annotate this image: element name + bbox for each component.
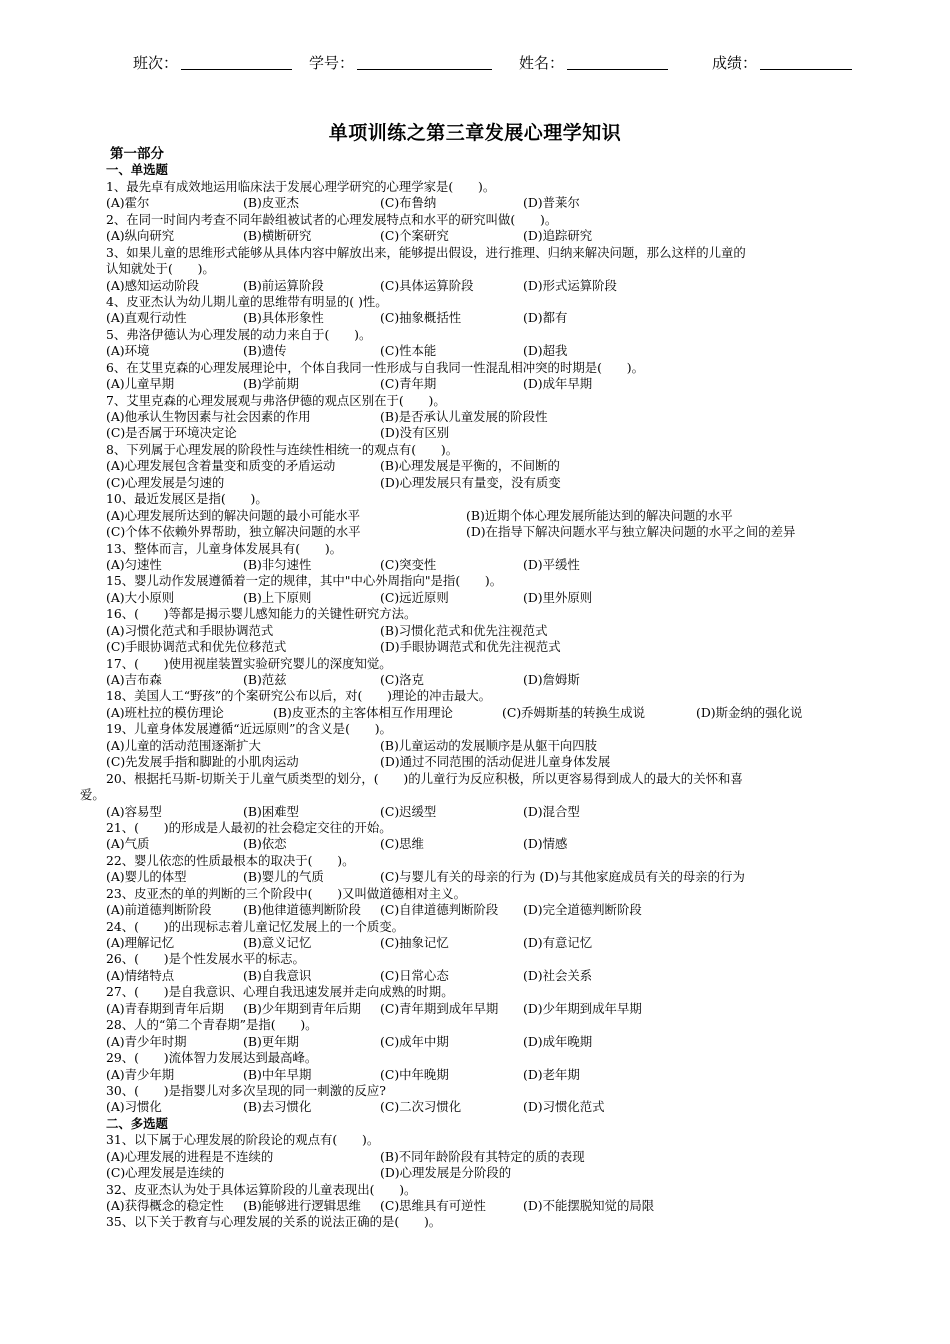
question-text: 18、美国人工“野孩”的个案研究公布以后，对( )理论的冲击最大。 xyxy=(106,688,492,704)
option-text: (A)情绪特点 xyxy=(106,967,175,983)
option-text: (A)他承认生物因素与社会因素的作用 xyxy=(106,409,311,424)
option-text: (C)是否属于环境决定论 xyxy=(106,425,237,441)
part-heading: 第一部分 xyxy=(110,146,164,162)
option-text: (B)是否承认儿童发展的阶段性 xyxy=(380,409,548,424)
options-row xyxy=(0,1001,950,1017)
option-text: (D)成年早期 xyxy=(523,376,593,392)
question-text: 6、在艾里克森的心理发展理论中，个体自我同一性形成与自我同一性混乱相冲突的时期是( )。 xyxy=(106,359,644,375)
option-text: (D)追踪研究 xyxy=(523,228,593,244)
option-text: (A)心理发展的进程是不连续的 xyxy=(106,1148,274,1164)
question-text: 10、最近发展区是指( )。 xyxy=(106,491,268,507)
options-row xyxy=(0,672,950,688)
question-text: 28、人的“第二个青春期”是指( )。 xyxy=(106,1017,318,1033)
options-row xyxy=(0,804,950,820)
question-text: 4、皮亚杰认为幼儿期儿童的思维带有明显的( )性。 xyxy=(106,293,388,309)
option-text: (C)与婴儿有关的母亲的行为 (D)与其他家庭成员有关的母亲的行为 xyxy=(380,869,745,885)
question-line xyxy=(0,1050,950,1066)
option-text: (C)青年期 xyxy=(380,376,437,392)
option-text: (C)突变性 xyxy=(380,556,437,572)
option-text: (C)心理发展是连续的 xyxy=(106,1165,225,1181)
option-text: (A)心理发展包含着量变和质变的矛盾运动 xyxy=(106,458,336,474)
option-text: (A)气质 xyxy=(106,836,150,852)
option-text: (B)近期个体心理发展所能达到的解决问题的水平 xyxy=(466,507,733,523)
option-text: (A)儿童的活动范围逐渐扩大 xyxy=(106,737,261,753)
option-text: (D)通过不同范围的活动促进儿童身体发展 xyxy=(380,754,611,770)
options-row xyxy=(0,195,950,211)
option-text: (C)远近原则 xyxy=(380,589,449,605)
question-line xyxy=(0,1132,950,1148)
option-text: (B)能够进行逻辑思维 xyxy=(243,1198,361,1213)
option-text: (C)二次习惯化 xyxy=(380,1099,462,1115)
option-text: (D)超我 xyxy=(523,343,568,359)
option-text: (D)不能摆脱知觉的局限 xyxy=(523,1198,655,1213)
option-text: (A)获得概念的稳定性 xyxy=(106,1198,224,1213)
option-text: (D)詹姆斯 xyxy=(523,672,580,687)
option-text: (B)皮亚杰 xyxy=(243,195,299,211)
options-row xyxy=(0,508,950,524)
question-list xyxy=(0,146,950,1231)
question-line xyxy=(0,606,950,622)
option-text: (D)没有区别 xyxy=(380,425,450,441)
options-row xyxy=(0,639,950,655)
options-row xyxy=(0,1034,950,1050)
option-text: (A)习惯化 xyxy=(106,1099,162,1115)
header-fields xyxy=(0,52,950,76)
question-text: 5、弗洛伊德认为心理发展的动力来自于( )。 xyxy=(106,326,372,342)
question-line xyxy=(0,1017,950,1033)
options-row xyxy=(0,836,950,852)
question-text: 32、皮亚杰认为处于具体运算阶段的儿童表现出( )。 xyxy=(106,1181,417,1197)
option-text: (C)布鲁纳 xyxy=(380,195,437,211)
question-line xyxy=(0,212,950,228)
question-text: 13、整体而言，儿童身体发展具有( )。 xyxy=(106,540,343,556)
option-text: (A)青少年期 xyxy=(106,1066,175,1082)
question-line xyxy=(0,984,950,1000)
question-line xyxy=(0,294,950,310)
option-text: (D)平缓性 xyxy=(523,556,580,572)
option-text: (A)理解记忆 xyxy=(106,935,175,950)
page-title: 单项训练之第三章发展心理学知识 xyxy=(328,122,622,144)
option-text: (B)婴儿的气质 xyxy=(243,869,324,885)
question-text: 31、以下属于心理发展的阶段论的观点有( )。 xyxy=(106,1132,380,1148)
option-text: (B)皮亚杰的主客体相互作用理论 xyxy=(273,704,453,720)
question-line xyxy=(0,688,950,704)
option-text: (B)中年早期 xyxy=(243,1066,312,1082)
question-line xyxy=(0,541,950,557)
option-text: (B)更年期 xyxy=(243,1033,299,1049)
option-text: (B)非匀速性 xyxy=(243,556,312,572)
question-text: 35、以下关于教育与心理发展的关系的说法正确的是( )。 xyxy=(106,1214,442,1230)
question-line xyxy=(0,721,950,737)
option-text: (B)横断研究 xyxy=(243,228,312,244)
option-text: (A)容易型 xyxy=(106,803,162,819)
option-text: (A)青春期到青年后期 xyxy=(106,1000,224,1016)
option-text: (D)心理发展是分阶段的 xyxy=(380,1165,512,1181)
question-text: 23、皮亚杰的单的判断的三个阶段中( )又叫做道德相对主义。 xyxy=(106,885,466,901)
option-text: (B)习惯化范式和优先注视范式 xyxy=(380,622,548,638)
option-text: (B)遗传 xyxy=(243,343,287,359)
question-line xyxy=(0,442,950,458)
question-line xyxy=(0,245,950,261)
option-text: (A)儿童早期 xyxy=(106,376,175,392)
question-type-heading: 一、单选题 xyxy=(106,162,168,178)
option-text: (D)形式运算阶段 xyxy=(523,277,617,293)
question-text: 29、( )流体智力发展达到最高峰。 xyxy=(106,1050,318,1066)
name-blank xyxy=(567,69,668,70)
section-heading xyxy=(0,146,950,162)
option-text: (B)具体形象性 xyxy=(243,310,324,326)
option-text: (B)困难型 xyxy=(243,803,299,819)
option-text: (C)思维具有可逆性 xyxy=(380,1198,486,1213)
option-text: (C)自律道德判断阶段 xyxy=(380,902,499,918)
question-line xyxy=(0,886,950,902)
option-text: (B)他律道德判断阶段 xyxy=(243,902,361,918)
options-row xyxy=(0,376,950,392)
class-blank xyxy=(181,69,292,70)
name-label: 姓名： xyxy=(519,54,565,72)
question-line xyxy=(0,820,950,836)
option-text: (D)都有 xyxy=(523,310,568,326)
options-row xyxy=(0,754,950,770)
options-row xyxy=(0,425,950,441)
question-line xyxy=(0,1182,950,1198)
option-text: (C)成年中期 xyxy=(380,1033,449,1049)
question-line xyxy=(0,787,950,803)
option-text: (D)习惯化范式 xyxy=(523,1099,605,1115)
question-text: 21、( )的形成是人最初的社会稳定交往的开始。 xyxy=(106,819,392,835)
options-row xyxy=(0,228,950,244)
class-label: 班次： xyxy=(133,54,179,72)
option-text: (C)迟缓型 xyxy=(380,803,437,819)
option-text: (D)老年期 xyxy=(523,1066,580,1082)
options-row xyxy=(0,590,950,606)
option-text: (D)完全道德判断阶段 xyxy=(523,902,642,918)
option-text: (B)依恋 xyxy=(243,836,287,852)
option-text: (C)心理发展是匀速的 xyxy=(106,474,225,490)
options-row xyxy=(0,902,950,918)
option-text: (A)婴儿的体型 xyxy=(106,869,187,885)
option-text: (D)情感 xyxy=(523,836,568,852)
question-text: 22、婴儿依恋的性质最根本的取决于( )。 xyxy=(106,852,355,868)
question-line xyxy=(0,179,950,195)
option-text: (B)去习惯化 xyxy=(243,1099,312,1115)
question-line xyxy=(0,573,950,589)
option-text: (C)青年期到成年早期 xyxy=(380,1000,499,1016)
option-text: (A)习惯化范式和手眼协调范式 xyxy=(106,622,274,638)
option-text: (A)直观行动性 xyxy=(106,310,187,326)
options-row xyxy=(0,1165,950,1181)
question-text: 爱。 xyxy=(80,787,105,803)
option-text: (A)前道德判断阶段 xyxy=(106,902,212,918)
option-text: (A)感知运动阶段 xyxy=(106,277,199,293)
options-row xyxy=(0,557,950,573)
options-row xyxy=(0,1149,950,1165)
option-text: (D)普莱尔 xyxy=(523,195,580,211)
options-row xyxy=(0,409,950,425)
question-line xyxy=(0,1083,950,1099)
question-text: 27、( )是自我意识、心理自我迅速发展并走向成熟的时期。 xyxy=(106,984,454,1000)
question-line xyxy=(0,327,950,343)
question-text: 1、最先卓有成效地运用临床法于发展心理学研究的心理学家是( )。 xyxy=(106,178,496,194)
question-line xyxy=(0,771,950,787)
student-id-label: 学号： xyxy=(309,54,355,72)
question-text: 7、艾里克森的心理发展观与弗洛伊德的观点区别在于( )。 xyxy=(106,392,446,408)
option-text: (C)先发展手指和脚趾的小肌肉运动 xyxy=(106,754,299,770)
question-line xyxy=(0,853,950,869)
question-text: 3、如果儿童的思维形式能够从具体内容中解放出来，能够提出假设，进行推理、归纳来解决问题，那么这样的儿童的 xyxy=(106,244,746,260)
option-text: (D)有意记忆 xyxy=(523,935,593,950)
option-text: (B)学前期 xyxy=(243,376,299,392)
question-line xyxy=(0,1214,950,1230)
option-text: (D)在指导下解决问题水平与独立解决问题的水平之间的差异 xyxy=(466,524,796,540)
option-text: (C)抽象概括性 xyxy=(380,310,462,326)
option-text: (D)手眼协调范式和优先注视范式 xyxy=(380,639,561,655)
option-text: (B)儿童运动的发展顺序是从躯干向四肢 xyxy=(380,737,598,753)
question-text: 19、儿童身体发展遵循“近远原则”的含义是( )。 xyxy=(106,721,392,737)
option-text: (C)具体运算阶段 xyxy=(380,277,474,293)
options-row xyxy=(0,869,950,885)
options-row xyxy=(0,935,950,951)
question-text: 20、根据托马斯-切斯关于儿童气质类型的划分，( )的儿童行为反应积极，所以更容易得到成人的最大的关怀和喜 xyxy=(106,770,743,786)
option-text: (A)心理发展所达到的解决问题的最小可能水平 xyxy=(106,507,361,523)
option-text: (C)日常心态 xyxy=(380,967,449,983)
score-label: 成绩： xyxy=(712,54,758,72)
student-id-blank xyxy=(357,69,492,70)
section-heading xyxy=(0,1116,950,1132)
question-text: 24、( )的出现标志着儿童记忆发展上的一个质变。 xyxy=(106,918,405,934)
options-row xyxy=(0,343,950,359)
option-text: (C)乔姆斯基的转换生成说 xyxy=(502,704,646,720)
option-text: (B)意义记忆 xyxy=(243,935,312,950)
options-row xyxy=(0,1099,950,1115)
option-text: (C)洛克 xyxy=(380,672,424,687)
option-text: (C)性本能 xyxy=(380,343,437,359)
option-text: (A)青少年时期 xyxy=(106,1033,187,1049)
question-line xyxy=(0,393,950,409)
option-text: (B)不同年龄阶段有其特定的质的表现 xyxy=(380,1148,585,1164)
options-row xyxy=(0,1198,950,1214)
options-row xyxy=(0,524,950,540)
question-text: 16、( )等都是揭示婴儿感知能力的关键性研究方法。 xyxy=(106,606,417,622)
option-text: (C)思维 xyxy=(380,836,424,852)
option-text: (A)匀速性 xyxy=(106,556,162,572)
option-text: (B)范兹 xyxy=(243,672,287,687)
question-type-heading: 二、多选题 xyxy=(106,1115,168,1131)
options-row xyxy=(0,738,950,754)
option-text: (D)少年期到成年早期 xyxy=(523,1000,642,1016)
option-text: (A)班杜拉的模仿理论 xyxy=(106,704,224,720)
options-row xyxy=(0,968,950,984)
option-text: (D)成年晚期 xyxy=(523,1033,593,1049)
option-text: (C)个案研究 xyxy=(380,228,449,244)
options-row xyxy=(0,278,950,294)
question-line xyxy=(0,951,950,967)
option-text: (A)纵向研究 xyxy=(106,228,175,244)
option-text: (A)大小原则 xyxy=(106,589,175,605)
question-text: 15、婴儿动作发展遵循着一定的规律，其中"中心外周指向"是指( )。 xyxy=(106,573,503,589)
question-text: 17、( )使用视崖装置实验研究婴儿的深度知觉。 xyxy=(106,655,392,671)
option-text: (B)少年期到青年后期 xyxy=(243,1000,361,1016)
option-text: (D)里外原则 xyxy=(523,589,593,605)
options-row xyxy=(0,623,950,639)
option-text: (D)社会关系 xyxy=(523,967,593,983)
question-text: 认知就处于( )。 xyxy=(106,261,215,277)
option-text: (B)前运算阶段 xyxy=(243,277,324,293)
option-text: (C)个体不依赖外界帮助，独立解决问题的水平 xyxy=(106,524,361,540)
question-text: 30、( )是指婴儿对多次呈现的同一刺激的反应? xyxy=(106,1082,386,1098)
option-text: (D)混合型 xyxy=(523,803,580,819)
question-line xyxy=(0,261,950,277)
options-row xyxy=(0,475,950,491)
option-text: (A)霍尔 xyxy=(106,195,150,211)
question-line xyxy=(0,656,950,672)
question-text: 8、下列属于心理发展的阶段性与连续性相统一的观点有( )。 xyxy=(106,441,459,457)
options-row xyxy=(0,310,950,326)
option-text: (A)吉布森 xyxy=(106,672,162,687)
question-line xyxy=(0,491,950,507)
section-heading xyxy=(0,162,950,178)
option-text: (A)环境 xyxy=(106,343,150,359)
option-text: (C)抽象记忆 xyxy=(380,935,449,950)
options-row xyxy=(0,458,950,474)
options-row xyxy=(0,1067,950,1083)
option-text: (B)上下原则 xyxy=(243,589,312,605)
option-text: (B)自我意识 xyxy=(243,967,312,983)
question-line xyxy=(0,919,950,935)
option-text: (B)心理发展是平衡的，不间断的 xyxy=(380,458,560,474)
option-text: (D)心理发展只有量变，没有质变 xyxy=(380,474,561,490)
question-line xyxy=(0,360,950,376)
score-blank xyxy=(760,69,852,70)
option-text: (C)手眼协调范式和优先位移范式 xyxy=(106,639,287,655)
question-text: 26、( )是个性发展水平的标志。 xyxy=(106,951,305,967)
option-text: (C)中年晚期 xyxy=(380,1066,449,1082)
question-text: 2、在同一时间内考查不同年龄组被试者的心理发展特点和水平的研究叫做( )。 xyxy=(106,211,558,227)
options-row xyxy=(0,705,950,721)
option-text: (D)斯金纳的强化说 xyxy=(696,704,803,720)
